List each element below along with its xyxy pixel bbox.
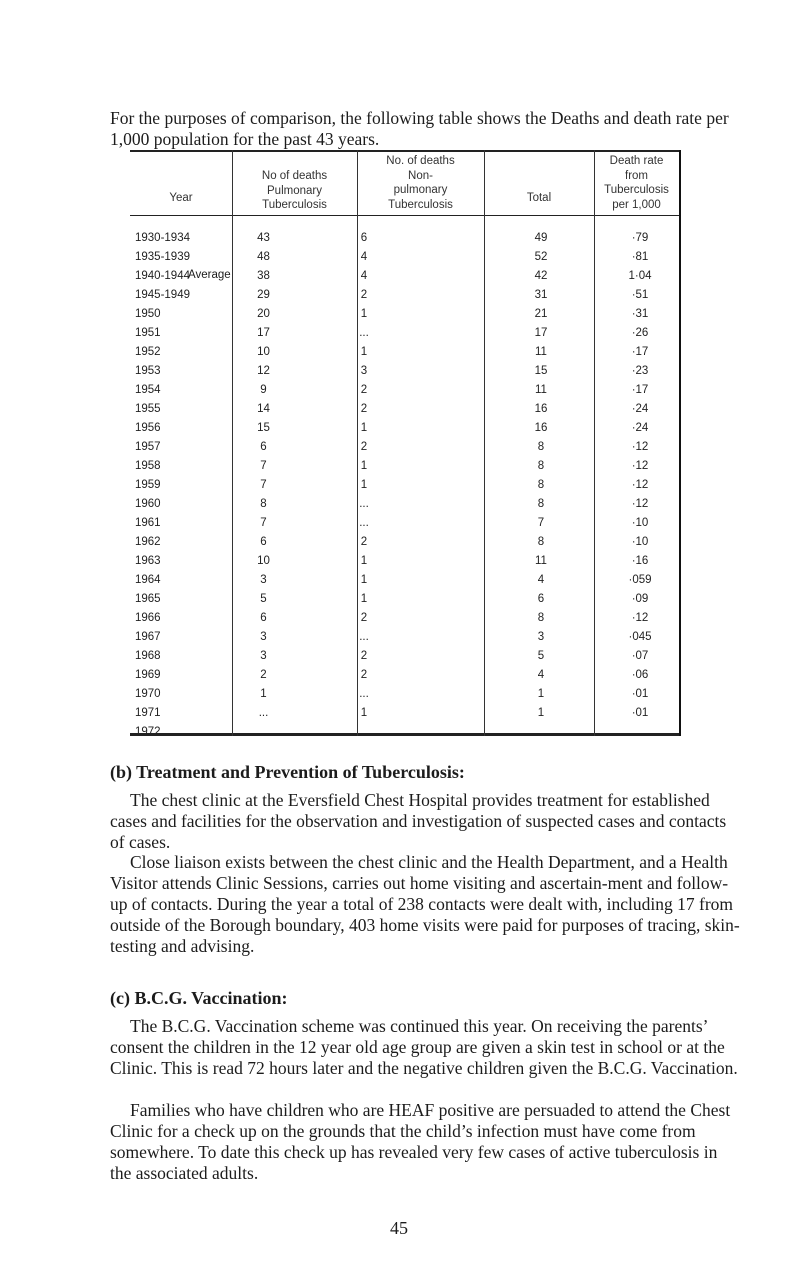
total-cell: 16: [534, 422, 548, 434]
total-cell: 11: [535, 384, 547, 396]
death-rate-cell: ·12: [631, 612, 649, 624]
table-row: [130, 421, 680, 436]
table-row: [130, 326, 680, 341]
total-cell: 49: [534, 232, 548, 244]
non-pulmonary-cell: 2: [360, 536, 368, 548]
total-cell: 52: [534, 251, 548, 263]
year-cell: 1971: [135, 707, 161, 719]
year-cell: 1930-1934: [135, 232, 190, 244]
non-pulmonary-cell: 4: [360, 270, 368, 282]
pulmonary-cell: 48: [257, 251, 270, 263]
death-rate-cell: ·24: [631, 403, 649, 415]
non-pulmonary-cell: 1: [360, 593, 368, 605]
year-cell: 1955: [135, 403, 161, 415]
pulmonary-cell: 5: [260, 593, 267, 605]
pulmonary-cell: 10: [257, 346, 270, 358]
table-row: [130, 573, 680, 588]
year-cell: 1963: [135, 555, 161, 567]
total-cell: 8: [537, 498, 545, 510]
section-b-paragraph-2: Close liaison exists between the chest clinic and the Health Department, and a Health Visitor attends Clinic Sessions, carries out home visiting and ascertain-ment and follow-up of contacts. During the year a total of 238 contacts were dealt with, including 17 from outside of the Borough boundary, 403 home visits were paid for purposes of tracing, skin-testing and advising.: [110, 852, 740, 956]
death-rate-cell: ·10: [631, 517, 649, 529]
non-pulmonary-cell: 6: [360, 232, 368, 244]
year-cell: 1969: [135, 669, 161, 681]
header-line: Pulmonary: [267, 184, 322, 197]
death-rate-cell: ·01: [631, 707, 649, 719]
death-rate-cell: ·26: [631, 327, 649, 339]
year-cell: 1966: [135, 612, 161, 624]
death-rate-cell: ·10: [631, 536, 649, 548]
pulmonary-cell: 38: [257, 270, 270, 282]
header-line: from: [625, 169, 648, 182]
header-line: per 1,000: [612, 198, 661, 211]
table-row: [130, 478, 680, 493]
non-pulmonary-cell: 1: [360, 574, 368, 586]
section-c-paragraph-1: The B.C.G. Vaccination scheme was continued this year. On receiving the parents’ consent the children in the 12 year old age group are given a skin test in school or at the Clinic. This is read 72 hours later and the negative children given the B.C.G. Vaccination.: [110, 1016, 738, 1078]
pulmonary-cell: 29: [257, 289, 270, 301]
total-cell: 8: [537, 441, 545, 453]
year-cell: 1954: [135, 384, 161, 396]
total-cell: 17: [534, 327, 548, 339]
table-row: [130, 345, 680, 360]
death-rate-cell: ·12: [631, 460, 649, 472]
year-cell: 1957: [135, 441, 161, 453]
non-pulmonary-cell: 1: [360, 422, 368, 434]
table-row: [130, 516, 680, 531]
pulmonary-cell: 9: [260, 384, 267, 396]
year-cell: 1972: [135, 726, 161, 738]
year-cell: 1967: [135, 631, 161, 643]
table-row: [130, 497, 680, 512]
total-cell: 4: [537, 669, 545, 681]
year-cell: 1950: [135, 308, 161, 320]
year-cell: 1952: [135, 346, 161, 358]
header-death-rate: [594, 154, 679, 212]
death-rate-cell: ·17: [631, 384, 649, 396]
header-line: Tuberculosis: [604, 184, 669, 196]
pulmonary-cell: 7: [260, 479, 267, 491]
header-year: Year: [169, 192, 193, 204]
total-cell: 8: [537, 536, 545, 548]
table-row: [130, 668, 680, 683]
page-number: 45: [390, 1218, 408, 1238]
intro-paragraph: For the purposes of comparison, the following table shows the Deaths and death rate per 1,000 population for the past 43 years.: [110, 107, 729, 149]
year-cell: 1968: [135, 650, 161, 662]
death-rate-cell: ·17: [631, 346, 649, 358]
year-cell: 1940-1944: [135, 270, 190, 282]
pulmonary-cell: 17: [257, 327, 270, 339]
pulmonary-cell: 8: [260, 498, 267, 510]
death-rate-cell: ·81: [631, 251, 649, 263]
total-cell: 8: [537, 479, 545, 491]
table-row: [130, 250, 680, 265]
pulmonary-cell: ...: [258, 707, 269, 719]
pulmonary-cell: 2: [260, 669, 267, 681]
total-cell: 11: [535, 555, 547, 567]
table-header-rule: [130, 215, 680, 216]
pulmonary-cell: 3: [260, 650, 267, 662]
total-cell: 16: [534, 403, 548, 415]
total-cell: 5: [537, 650, 545, 662]
death-rate-cell: ·12: [631, 441, 649, 453]
death-rate-cell: ·059: [628, 574, 652, 586]
death-rate-cell: ·23: [631, 365, 649, 377]
non-pulmonary-cell: 2: [360, 669, 368, 681]
total-cell: 8: [537, 460, 545, 472]
pulmonary-cell: 7: [260, 460, 267, 472]
tuberculosis-deaths-table: [130, 150, 680, 736]
total-cell: 1: [537, 688, 545, 700]
total-cell: 15: [534, 365, 548, 377]
non-pulmonary-cell: 2: [360, 612, 368, 624]
death-rate-cell: ·01: [631, 688, 649, 700]
pulmonary-cell: 12: [257, 365, 270, 377]
year-cell: 1956: [135, 422, 161, 434]
total-cell: 6: [537, 593, 545, 605]
pulmonary-cell: 6: [260, 441, 267, 453]
header-line: Death rate: [609, 155, 664, 167]
header-non-pulmonary: [357, 154, 484, 212]
pulmonary-cell: 10: [257, 555, 270, 567]
year-cell: 1951: [135, 327, 161, 339]
year-cell: 1962: [135, 536, 161, 548]
non-pulmonary-cell: ...: [359, 631, 369, 643]
total-cell: 8: [537, 612, 545, 624]
death-rate-cell: ·07: [631, 650, 649, 662]
table-row: [130, 402, 680, 417]
table-row: [130, 364, 680, 379]
non-pulmonary-cell: 1: [360, 346, 368, 358]
total-cell: 1: [537, 707, 545, 719]
pulmonary-cell: 3: [260, 631, 267, 643]
year-cell: 1970: [135, 688, 161, 700]
table-row: [130, 307, 680, 322]
year-cell: 1965: [135, 593, 161, 605]
pulmonary-cell: 14: [257, 403, 270, 415]
table-row: [130, 440, 680, 455]
non-pulmonary-cell: 1: [360, 479, 368, 491]
death-rate-cell: ·12: [631, 498, 649, 510]
section-c-heading: (c) B.C.G. Vaccination:: [110, 988, 288, 1008]
table-top-rule: [130, 150, 680, 152]
year-cell: 1964: [135, 574, 161, 586]
table-row: [130, 611, 680, 626]
table-row: [130, 383, 680, 398]
non-pulmonary-cell: ...: [359, 688, 369, 700]
death-rate-cell: ...: [635, 726, 645, 738]
non-pulmonary-cell: 2: [360, 441, 368, 453]
total-cell: 11: [535, 346, 547, 358]
total-cell: ...: [536, 726, 546, 738]
non-pulmonary-cell: 2: [360, 403, 368, 415]
table-row: [130, 535, 680, 550]
non-pulmonary-cell: 2: [360, 289, 368, 301]
section-b-heading: (b) Treatment and Prevention of Tuberculosis:: [110, 762, 465, 782]
table-row: [130, 592, 680, 607]
non-pulmonary-cell: 1: [360, 555, 368, 567]
year-cell: 1959: [135, 479, 161, 491]
header-total: Total: [526, 192, 552, 204]
table-row: [130, 706, 680, 721]
pulmonary-cell: 43: [257, 232, 270, 244]
non-pulmonary-cell: 1: [360, 308, 368, 320]
death-rate-cell: ·16: [631, 555, 649, 567]
non-pulmonary-cell: ...: [359, 726, 369, 738]
non-pulmonary-cell: ...: [359, 517, 369, 529]
pulmonary-cell: 7: [260, 517, 267, 529]
year-cell: 1958: [135, 460, 161, 472]
death-rate-cell: 1·04: [628, 270, 652, 282]
total-cell: 21: [534, 308, 548, 320]
non-pulmonary-cell: ...: [359, 327, 369, 339]
death-rate-cell: ·51: [631, 289, 649, 301]
pulmonary-cell: 6: [260, 612, 267, 624]
pulmonary-cell: ...: [258, 726, 269, 738]
year-cell: 1945-1949: [135, 289, 190, 301]
death-rate-cell: ·12: [631, 479, 649, 491]
death-rate-cell: ·24: [631, 422, 649, 434]
average-label: Average: [188, 269, 231, 281]
year-cell: 1961: [135, 517, 161, 529]
total-cell: 4: [537, 574, 545, 586]
table-row: [130, 231, 680, 246]
total-cell: 31: [534, 289, 548, 301]
pulmonary-cell: 6: [260, 536, 267, 548]
header-line: Tuberculosis: [388, 198, 453, 211]
table-row: [130, 459, 680, 474]
pulmonary-cell: 15: [257, 422, 270, 434]
death-rate-cell: ·79: [631, 232, 649, 244]
header-line: No of deaths: [261, 170, 328, 182]
section-b-paragraph-1: The chest clinic at the Eversfield Chest Hospital provides treatment for established cases and facilities for the observation and investigation of suspected cases and contacts of cases.: [110, 790, 727, 852]
header-line: Tuberculosis: [262, 199, 327, 211]
header-pulmonary: [232, 169, 357, 213]
year-cell: 1960: [135, 498, 161, 510]
pulmonary-cell: 1: [260, 688, 267, 700]
pulmonary-cell: 20: [257, 308, 270, 320]
non-pulmonary-cell: 1: [360, 460, 368, 472]
non-pulmonary-cell: 2: [360, 384, 368, 396]
table-row: [130, 288, 680, 303]
pulmonary-cell: 3: [260, 574, 267, 586]
non-pulmonary-cell: ...: [359, 498, 369, 510]
table-row: [130, 649, 680, 664]
death-rate-cell: ·045: [628, 631, 652, 643]
table-row: [130, 554, 680, 569]
table-row: [130, 687, 680, 702]
table-row: [130, 269, 680, 284]
total-cell: 7: [537, 517, 545, 529]
header-line: No. of deaths: [386, 155, 455, 167]
non-pulmonary-cell: 2: [360, 650, 368, 662]
total-cell: 3: [537, 631, 545, 643]
year-cell: 1953: [135, 365, 161, 377]
total-cell: 42: [534, 270, 548, 282]
section-c-paragraph-2: Families who have children who are HEAF positive are persuaded to attend the Chest Clinic for a check up on the grounds that the child’s infection must have come from somewhere. To date this check up has revealed very few cases of active tuberculosis in the associated adults.: [110, 1100, 731, 1183]
death-rate-cell: ·06: [631, 669, 649, 681]
header-line: Non-: [408, 169, 433, 182]
year-cell: 1935-1939: [135, 251, 190, 263]
death-rate-cell: ·09: [631, 593, 649, 605]
non-pulmonary-cell: 4: [360, 251, 368, 263]
header-line: pulmonary: [393, 184, 448, 196]
table-row: [130, 725, 680, 740]
death-rate-cell: ·31: [631, 308, 649, 320]
non-pulmonary-cell: 3: [360, 365, 368, 377]
table-row: [130, 630, 680, 645]
non-pulmonary-cell: 1: [360, 707, 368, 719]
